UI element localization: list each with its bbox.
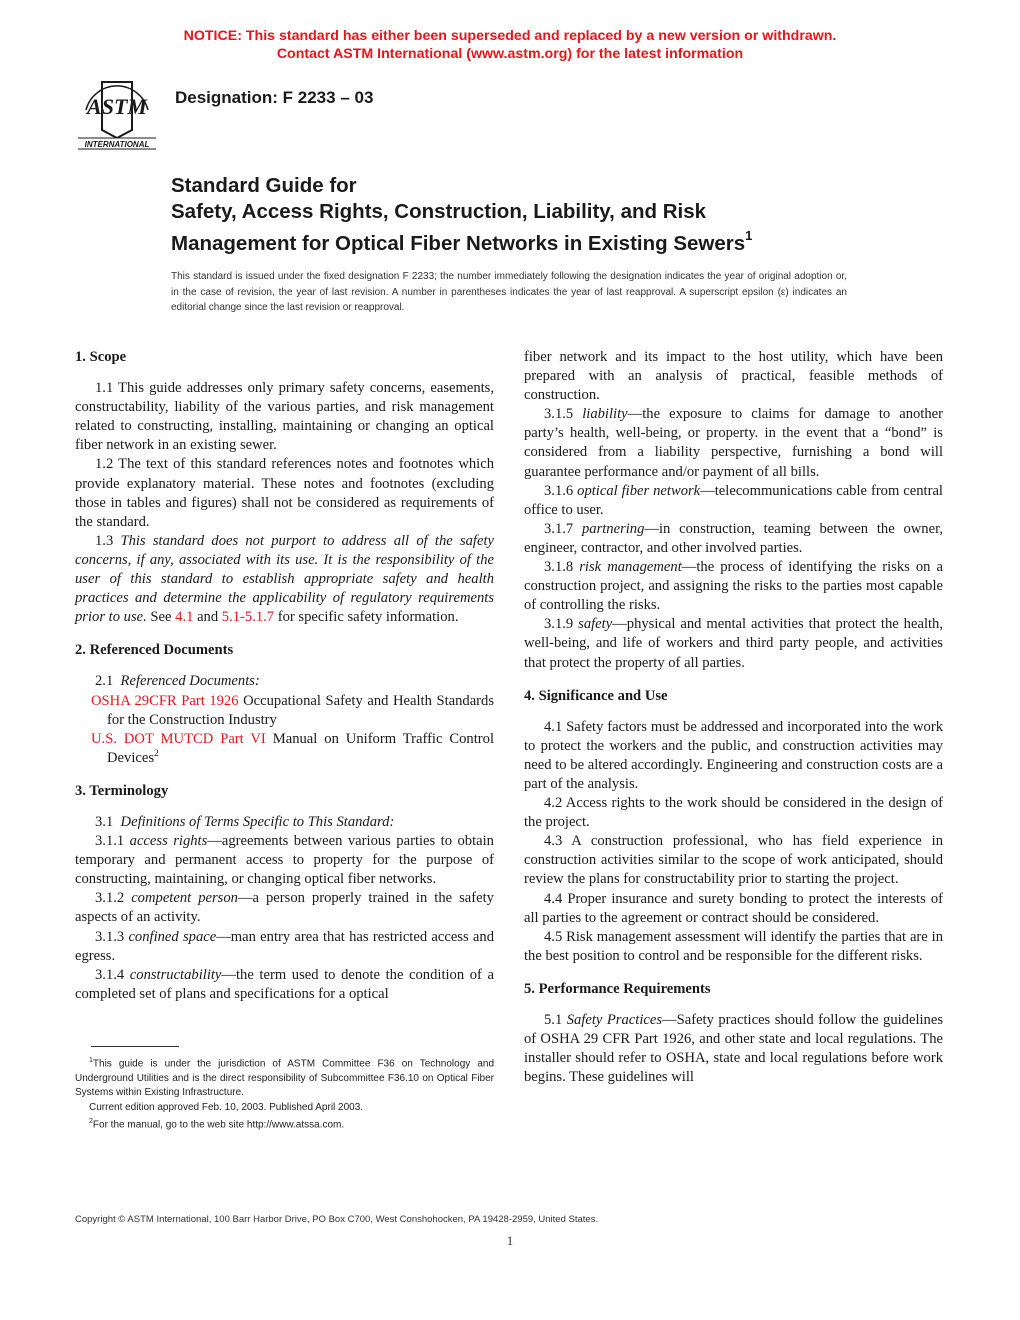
footnote-2	[75, 1115, 494, 1133]
para-3-1-7	[524, 520, 943, 558]
page-number: 1	[506, 1233, 514, 1248]
section-3-heading: 3. Terminology	[75, 782, 169, 799]
para-4-3: 4.3 A construction professional, who has field experience in construction activities similar to the scope of work anticipated, should review the plans for constructability prior to starting the project.	[524, 833, 943, 888]
para-3-1-8-number: 3.1.8	[544, 559, 574, 576]
def-safety: —physical and mental activities that protect the health, well-being, and life of workers and third party people, and activities that protect the property of all parties.	[524, 616, 943, 671]
issuance-note: This standard is issued under the fixed designation F 2233; the number immediately following the designation indicates the year of original adoption or, in the case of revision, the year of last revision. A number in parentheses indicates the year of last reapproval. A superscript epsilon (ε) indicates an editorial change since the last revision or reapproval.	[171, 271, 847, 313]
para-4-2: 4.2 Access rights to the work should be considered in the design of the project.	[524, 795, 943, 831]
para-3-1-3	[75, 928, 494, 966]
link-mutcd[interactable]: U.S. DOT MUTCD Part VI	[91, 730, 266, 747]
title-line-2: Safety, Access Rights, Construction, Liability, and Risk	[171, 200, 707, 223]
para-3-1-9-number: 3.1.9	[544, 616, 574, 633]
term-access-rights: access rights	[129, 833, 208, 850]
left-column	[75, 348, 494, 1004]
def-partnering: —in construction, teaming between the owner, engineer, contractor, and other involved parties.	[524, 520, 943, 556]
para-5-1-number: 5.1	[544, 1012, 563, 1028]
copyright: Copyright © ASTM International, 100 Barr Harbor Drive, PO Box C700, West Conshohocken, PA 19428-2959, United States.	[75, 1214, 599, 1225]
para-1-3-tail: for specific safety information.	[277, 609, 459, 626]
astm-logo-icon	[72, 74, 162, 152]
logo-subtext: INTERNATIONAL	[84, 140, 150, 149]
def-risk-management: —the process of identifying the risks on a construction project, and assigning the risks to the parties most capable of controlling the risks.	[524, 559, 943, 614]
section-5-heading: 5. Performance Requirements	[524, 980, 711, 997]
para-3-1-1-number: 3.1.1	[95, 833, 125, 850]
para-5-1	[524, 1011, 943, 1087]
link-4-1[interactable]: 4.1	[175, 609, 194, 626]
para-2-1	[75, 672, 494, 691]
link-osha[interactable]: OSHA 29CFR Part 1926	[91, 692, 239, 709]
notice-line-1: NOTICE: This standard has either been superseded and replaced by a new version or withdrawn.	[183, 28, 837, 44]
term-competent-person: competent person	[131, 890, 238, 907]
def-constructability: —the term used to denote the condition of a completed set of plans and specifications for a optical	[75, 966, 494, 1002]
def-competent-person: —a person properly trained in the safety aspects of an activity.	[75, 890, 494, 926]
footnote-2-text: For the manual, go to the web site http://www.atssa.com.	[92, 1119, 345, 1131]
def-confined-space: —man entry area that has restricted access and egress.	[75, 928, 494, 964]
reference-mutcd-text: Manual on Uniform Traffic Control Devices	[107, 730, 494, 766]
title-line-3	[171, 225, 931, 257]
para-3-1-1	[75, 832, 494, 889]
para-2-1-number: 2.1	[95, 673, 114, 690]
para-3-1-title: Definitions of Terms Specific to This Standard:	[120, 813, 395, 830]
para-3-1-4-number: 3.1.4	[95, 966, 125, 983]
reference-osha	[75, 692, 494, 730]
para-3-1-6	[524, 482, 943, 520]
footnote-divider	[91, 1046, 179, 1047]
term-partnering: partnering	[581, 520, 645, 537]
para-5-1-text: —Safety practices should follow the guidelines of OSHA 29 CFR Part 1926, and other state and local regulations. The installer should refer to OSHA, state and local regulations before work begins. These guidelines will	[524, 1012, 944, 1086]
para-3-1-7-number: 3.1.7	[544, 520, 574, 537]
section-4-heading: 4. Significance and Use	[524, 687, 668, 704]
para-4-1: 4.1 Safety factors must be addressed and incorporated into the work to protect the workers and the public, and construction activities may need to be altered accordingly. Engineering and construction costs are a part of the analysis.	[524, 718, 943, 792]
para-3-1-6-number: 3.1.6	[544, 482, 574, 499]
term-constructability: constructability	[129, 966, 222, 983]
superseded-notice	[0, 27, 1020, 63]
link-5-1[interactable]: 5.1-5.1.7	[221, 609, 275, 626]
footnote-1b: Current edition approved Feb. 10, 2003. Published April 2003.	[89, 1101, 364, 1113]
para-3-1-9	[524, 615, 943, 672]
para-3-1-2	[75, 889, 494, 927]
section-1-heading: 1. Scope	[75, 349, 127, 365]
logo-text: ASTM	[87, 94, 147, 119]
title-footnote-marker: 1	[745, 228, 753, 243]
para-3-1	[75, 813, 494, 832]
footnotes	[75, 1054, 494, 1133]
para-1-3	[75, 532, 494, 627]
para-3-1-number: 3.1	[95, 813, 114, 830]
footnote-2-marker: 2	[154, 748, 159, 759]
para-1-3-see: See	[150, 609, 172, 626]
para-1-3-caveat: This standard does not purport to address all of the safety concerns, if any, associated with its use. It is the responsibility of the user of this standard to establish appropriate safety and health practices and determine the applicability of regulatory requirements prior to use.	[75, 532, 494, 626]
para-3-1-5-number: 3.1.5	[544, 406, 574, 423]
para-4-5: 4.5 Risk management assessment will identify the parties that are in the best position to control and be responsible for the different risks.	[524, 928, 943, 964]
right-column	[524, 348, 943, 1087]
para-1-2: 1.2 The text of this standard references notes and footnotes which provide explanatory material. These notes and footnotes (excluding those in tables and figures) shall not be considered as requirements of the standard.	[75, 456, 494, 530]
notice-line-2: Contact ASTM International (www.astm.org) for the latest information	[276, 46, 744, 62]
footnote-1	[75, 1054, 494, 1101]
para-1-3-number: 1.3	[95, 532, 114, 549]
term-optical-fiber-network: optical fiber network	[577, 482, 701, 499]
def-liability: —the exposure to claims for damage to another party’s health, well-being, or property. in the event that a “bond” is considered from a liability perspective, furnishing a bond will guarantee performance and/or payment of all bills.	[524, 406, 943, 480]
para-3-1-4	[75, 966, 494, 1004]
term-liability: liability	[582, 406, 628, 423]
para-3-1-4-continued: fiber network and its impact to the host utility, which have been prepared with an analysis of practical, feasible methods of construction.	[524, 349, 943, 404]
para-3-1-8	[524, 558, 943, 615]
footnote-1-text: This guide is under the jurisdiction of ASTM Committee F36 on Technology and Underground Utilities and is the direct responsibility of Subcommittee F36.10 on Optical Fiber Systems within Existing Infrastructure.	[75, 1058, 494, 1099]
para-3-1-3-number: 3.1.3	[95, 928, 125, 945]
para-2-1-title: Referenced Documents:	[120, 673, 260, 690]
term-safety: safety	[578, 616, 613, 633]
def-optical-fiber-network: —telecommunications cable from central office to user.	[524, 482, 943, 518]
reference-mutcd	[75, 730, 494, 768]
term-safety-practices: Safety Practices	[566, 1012, 663, 1028]
para-4-4: 4.4 Proper insurance and surety bonding to protect the interests of all parties to the agreement or contract should be considered.	[524, 890, 943, 926]
reference-osha-text: Occupational Safety and Health Standards for the Construction Industry	[107, 692, 495, 728]
title-line-1: Standard Guide for	[171, 174, 357, 197]
def-access-rights: —agreements between various parties to obtain temporary and permanent access to property for the purpose of constructing, maintaining, or changing optical fiber networks.	[75, 833, 494, 888]
title-line-3-text: Management for Optical Fiber Networks in Existing Sewers	[171, 231, 746, 255]
footnote-1-marker: 1	[89, 1057, 93, 1064]
para-1-1: 1.1 This guide addresses only primary safety concerns, easements, constructability, liability of the various parties, and risk management related to constructing, installing, maintaining or changing an optical fiber network in an existing sewer.	[75, 380, 494, 454]
term-risk-management: risk management	[579, 559, 682, 576]
term-confined-space: confined space	[128, 928, 217, 945]
footnote-2-marker-bottom: 2	[89, 1118, 93, 1126]
section-2-heading: 2. Referenced Documents	[75, 642, 234, 659]
document-title	[171, 173, 931, 257]
para-3-1-2-number: 3.1.2	[95, 890, 125, 907]
para-3-1-5	[524, 405, 943, 481]
para-1-3-and: and	[197, 609, 219, 626]
designation: Designation: F 2233 – 03	[175, 88, 374, 107]
